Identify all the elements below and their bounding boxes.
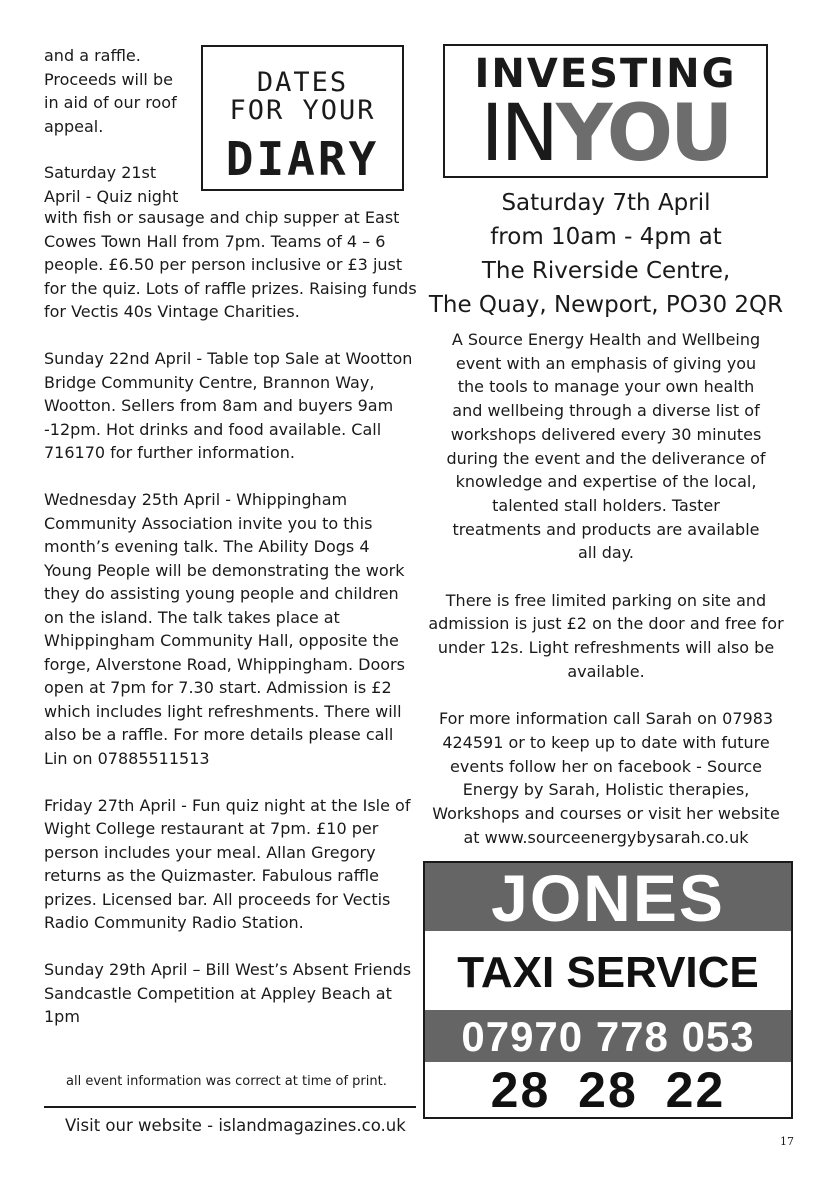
parking-info: There is free limited parking on site and admission is just £2 on the door and free for under 12s. Light refreshments will also be available. (428, 590, 784, 681)
intro-line: in aid of our roof (44, 93, 177, 112)
event-heading-line: The Riverside Centre, (481, 258, 731, 284)
intro-line: appeal. (44, 116, 104, 136)
quiz-line: Saturday 21st (44, 163, 157, 182)
event-heading-line: Saturday 7th April (501, 190, 711, 216)
investing-text: INVESTING (474, 51, 737, 97)
diary-line-for-your: FOR YOUR (229, 95, 376, 126)
intro-line: Proceeds will be (44, 69, 173, 89)
page-number: 17 (780, 1135, 794, 1148)
in-you-text (445, 89, 766, 179)
sandcastle-competition: Sunday 29th April – Bill West’s Absent Friends Sandcastle Competition at Appley Beach at 1pm (44, 960, 412, 1026)
event-heading-line: The Quay, Newport, PO30 2QR (428, 292, 784, 318)
event-heading-line: from 10am - 4pm at (490, 224, 722, 250)
taxi-landline-number: 28 28 22 (490, 1062, 726, 1118)
contact-info: For more information call Sarah on 07983 424591 or to keep up to date with future events follow her on facebook - Source Energy by Sarah, Holistic therapies, Workshops and courses or visit her website at www.sourceenergybysarah.co.uk (432, 709, 780, 847)
event-listings (44, 206, 418, 1029)
investing-in-you-logo (443, 44, 768, 178)
footer-divider (44, 1106, 416, 1108)
dates-for-your-diary-box (201, 45, 404, 191)
you-word: YOU (556, 89, 731, 179)
jones-taxi-advert (423, 861, 793, 1119)
website-link[interactable]: Visit our website - islandmagazines.co.uk (65, 1116, 406, 1135)
diary-line-diary: DIARY (225, 132, 380, 186)
fun-quiz-night: Friday 27th April - Fun quiz night at the Isle of Wight College restaurant at 7pm. £10 per person includes your meal. Allan Gregory returns as the Quizmaster. Fabulous raffle prizes. Licensed bar. All proceeds for Vectis Radio Community Radio Station. (44, 795, 411, 932)
quiz-night-heading (44, 161, 199, 208)
table-top-sale: Sunday 22nd April - Table top Sale at Wootton Bridge Community Centre, Brannon Way, Wootton. Sellers from 8am and buyers 9am -12pm. Hot drinks and food available. Call 716170 for further information. (44, 349, 413, 462)
in-word: IN (480, 89, 556, 179)
diary-line-dates: DATES (256, 67, 349, 98)
footnote: all event information was correct at time of print. (66, 1074, 387, 1089)
taxi-mobile-number: 07970 778 053 (425, 1010, 791, 1062)
quiz-night-details: with fish or sausage and chip supper at East Cowes Town Hall from 7pm. Teams of 4 – 6 people. £6.50 per person inclusive or £3 just for the quiz. Lots of raffle prizes. Raising funds for Vectis 40s Vintage Charities. (44, 208, 417, 321)
taxi-company-name: JONES (425, 863, 791, 931)
intro-line: and a raffle. (44, 46, 141, 65)
whippingham-talk: Wednesday 25th April - Whippingham Community Association invite you to this month’s evening talk. The Ability Dogs 4 Young People will be demonstrating the work they do assisting young people and children on the island. The talk takes place at Whippingham Community Hall, opposite the forge, Alverstone Road, Whippingham. Doors open at 7pm for 7.30 start. Admission is £2 which includes light refreshments. There will also be a raffle. For more details please call Lin on 07885511513 (44, 490, 405, 768)
intro-block (44, 44, 194, 138)
quiz-line: April - Quiz night (44, 186, 179, 206)
event-heading (424, 186, 788, 322)
event-summary: A Source Energy Health and Wellbeing event with an emphasis of giving you the tools to manage your own health and wellbeing through a diverse list of workshops delivered every 30 minutes during the event and the deliverance of knowledge and expertise of the local, talented stall holders. Taster treatments and products are available all day. (446, 330, 766, 563)
event-description (424, 328, 788, 849)
taxi-service-label: TAXI SERVICE (457, 948, 759, 997)
